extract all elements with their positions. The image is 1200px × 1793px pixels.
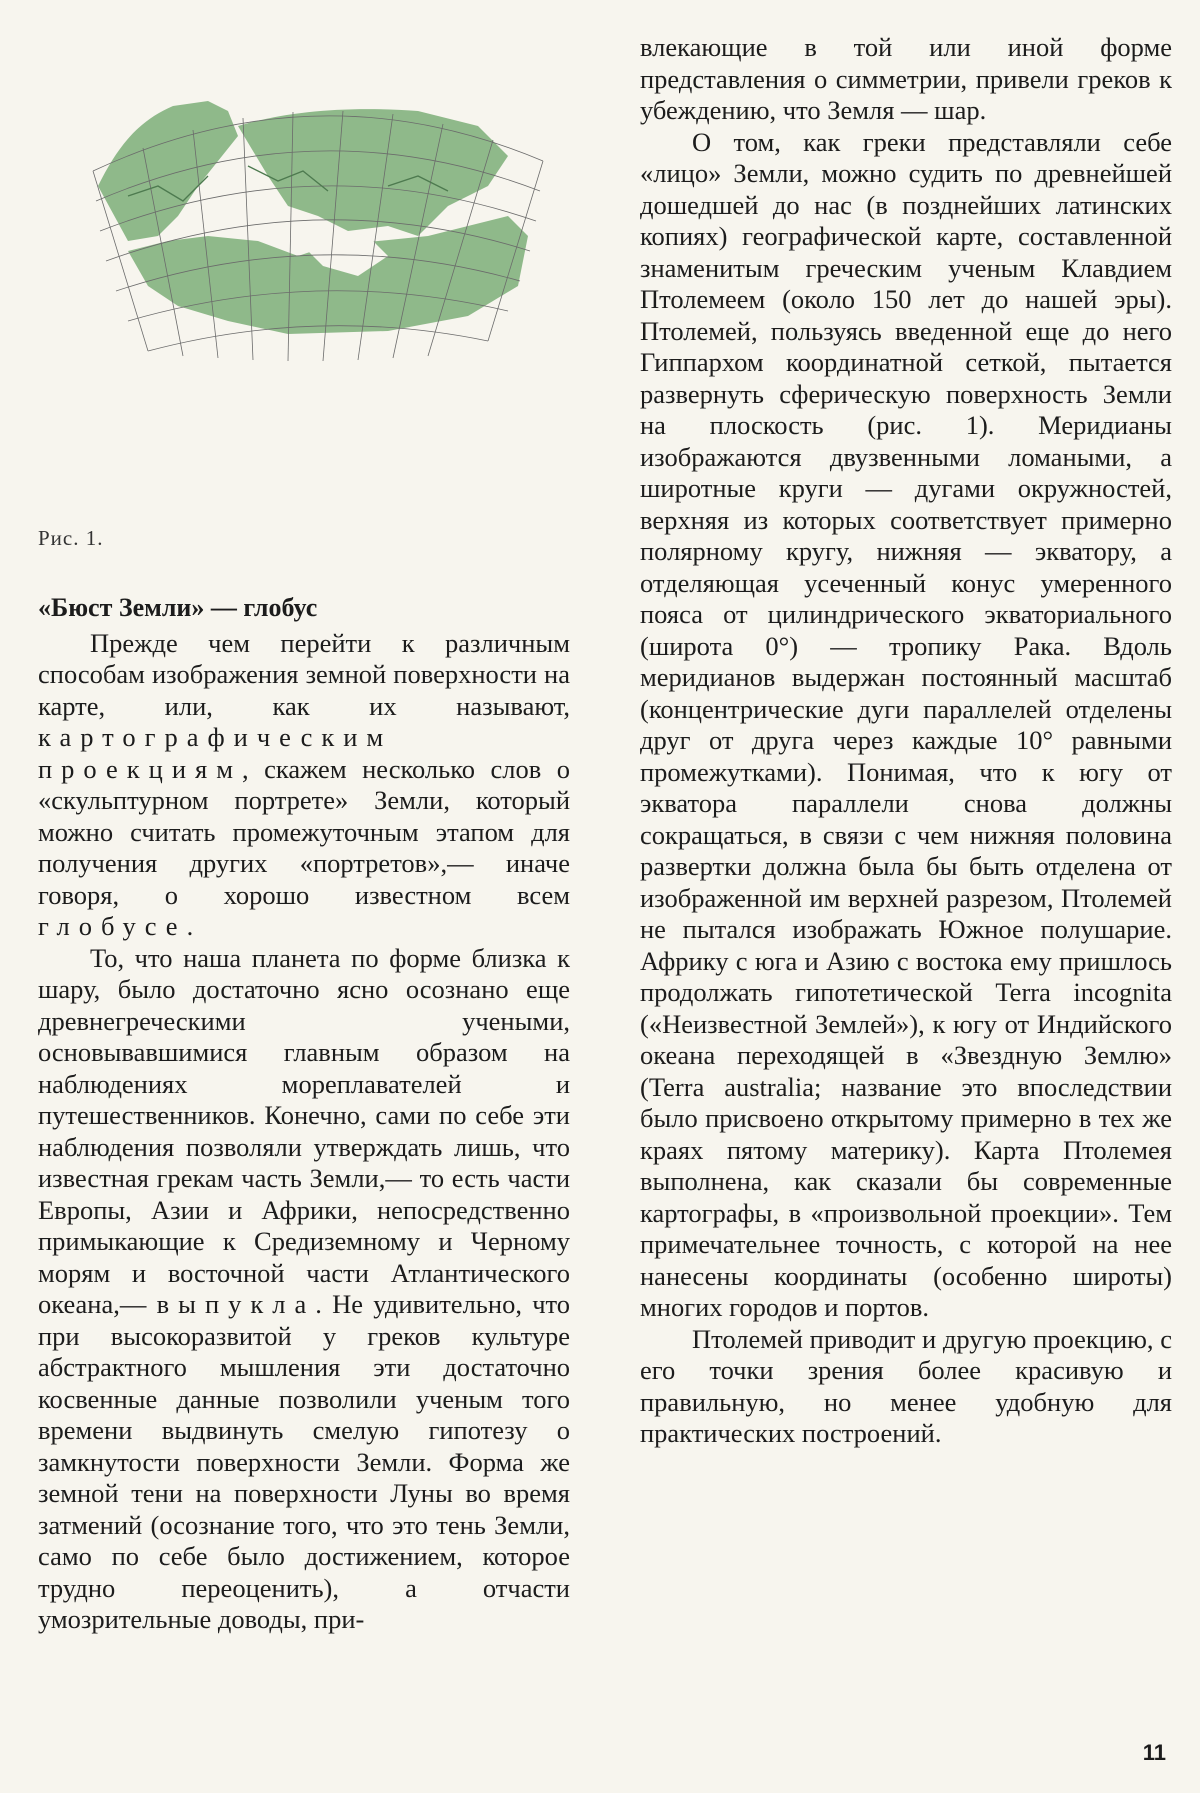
figure-caption: Рис. 1. xyxy=(38,526,104,550)
paragraph: Прежде чем перейти к различным способам изображения земной поверхности на карте, или, как их называют, картографическим проекциям, скажем несколько слов о «скульптурном портрете» Земли, который можно считать промежуточным этапом для получения других «портретов»,— иначе говоря, о хорошо известном всем глобусе. xyxy=(38,627,570,941)
paragraph: влекающие в той или иной форме представления о симметрии, привели греков к убеждению, что Земля — шар. xyxy=(640,32,1172,125)
left-column xyxy=(38,592,570,1636)
map-land-europe xyxy=(98,101,238,241)
paragraph: То, что наша планета по форме близка к шару, было достаточно ясно осознано еще древнегреческими учеными, основывавшимися главным образом на наблюдениях мореплавателей и путешественников. Конечно, сами по себе эти наблюдения позволяли утверждать лишь, что известная грекам часть Земли,— то есть части Европы, Азии и Африки, непосредственно примыкающие к Средиземному и Черному морям и восточной части Атлантического океана,— выпукла. Не удивительно, что при высокоразвитой у греков культуре абстрактного мышления эти достаточно косвенные данные позволили ученым того времени выдвинуть смелую гипотезу о замкнутости поверхности Земли. Форма же земной тени на поверхности Луны во время затмений (осознание того, что это тень Земли, само по себе было достижением, которое трудно переоценить), а отчасти умозрительные доводы, при- xyxy=(38,942,570,1634)
right-column xyxy=(640,32,1172,1450)
map-land-asia xyxy=(238,109,508,236)
paragraph: Птолемей приводит и другую проекцию, с его точки зрения более красивую и правильную, но менее удобную для практических построений. xyxy=(640,1323,1172,1448)
paragraph: О том, как греки представляли себе «лицо» Земли, можно судить по древнейшей дошедшей до нас (в позднейших латинских копиях) географической карте, составленной знаменитым греческим ученым Клавдием Птолемеем (около 150 лет до нашей эры). Птолемей, пользуясь введенной еще до него Гиппархом координатной сеткой, пытается развернуть сферическую поверхность Земли на плоскость (рис. 1). Меридианы изображаются двузвенными ломаными, а широтные круги — дугами окружностей, верхняя из которых соответствует примерно полярному кругу, нижняя — экватору, а отделяющая усеченный конус умеренного пояса от цилиндрического экваториального (широта 0°) — тропику Рака. Вдоль меридианов выдержан постоянный масштаб (концентрические дуги параллелей отделены друг от друга через каждые 10° равными промежутками). Понимая, что к югу от экватора параллели снова должны сокращаться, в связи с чем нижняя половина развертки должна была бы быть отделена от изображенной им верхней разрезом, Птолемей не пытался изображать Южное полушарие. Африку с юга и Азию с востока ему пришлось продолжать гипотетической Terra incognita («Неизвестной Землей»), к югу от Индийского океана переходящей в «Звездную Землю» (Terra australia; название это впоследствии было присвоено открытому примерно в тех же краях пятому материку). Карта Птолемея выполнена, как сказали бы современные картографы, в «произвольной проекции». Тем примечательнее точность, с которой на нее нанесены координаты (особенно широты) многих городов и портов. xyxy=(640,126,1172,1322)
page-number: 11 xyxy=(1142,1740,1166,1765)
section-heading: «Бюст Земли» — глобус xyxy=(38,593,318,622)
ptolemy-map-illustration xyxy=(88,66,548,386)
